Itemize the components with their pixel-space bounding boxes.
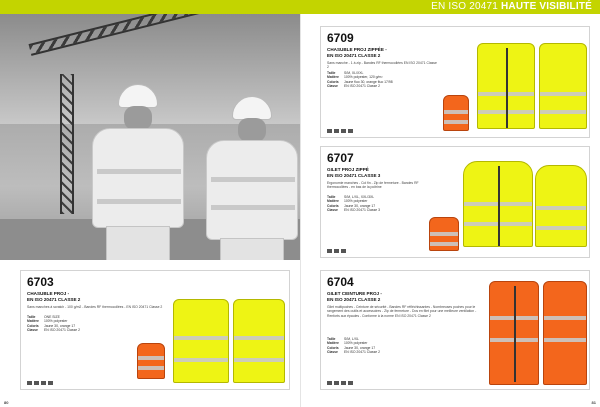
bleach-icon xyxy=(41,381,46,385)
product-number: 6707 xyxy=(327,151,354,165)
spec-value: ONE SIZE xyxy=(44,315,60,319)
reflective-band xyxy=(234,336,284,340)
wash-icon xyxy=(327,381,332,385)
vest-orange-6703 xyxy=(137,343,165,379)
title-line: EN ISO 20471 CLASSE 2 xyxy=(327,296,381,302)
reflective-band xyxy=(234,358,284,362)
worker-face xyxy=(124,106,152,130)
reflective-stripe xyxy=(97,169,181,174)
tower-structure xyxy=(60,74,74,214)
reflective-band xyxy=(536,226,586,230)
spec-row xyxy=(27,328,80,332)
spec-key: Taille xyxy=(327,71,336,75)
wash-icon xyxy=(327,249,332,253)
product-card-6703 xyxy=(20,270,290,390)
workers-photo xyxy=(0,14,300,260)
iron-icon xyxy=(34,381,39,385)
spec-value: S/M, L/XL xyxy=(344,337,359,341)
product-description: Sans manches à scratch - 100 g/m2 - Bandes RF thermocollées - EN ISO 20471 Classe 2 xyxy=(27,305,163,309)
vest-orange-6707 xyxy=(429,217,459,251)
spec-value: 100% polyester, 120 g/m² xyxy=(344,75,383,80)
spec-value: 100% polyester xyxy=(344,341,368,346)
reflective-band xyxy=(536,206,586,210)
vest-yellow-front-6709 xyxy=(477,43,535,129)
product-title xyxy=(27,291,80,302)
product-description: Gilet multipoches - Ceinture de sécurité - Bandes RF réfléchissantes - Nombreuses poches pour le rangement des outils et accessoires - Zip de fermeture - Dos en filet pour une meilleure ventilation - Renforts aux épaules - Conforme à la norme EN ISO 20471 Classe 2 xyxy=(327,305,477,318)
title-line: GILET PROJ ZIPPÉ xyxy=(327,167,369,172)
worker-jacket xyxy=(206,140,298,240)
product-card-6709 xyxy=(320,26,590,138)
title-line: GILET CEINTURE PROJ - xyxy=(327,291,382,296)
reflective-stripe xyxy=(97,199,181,204)
product-number: 6704 xyxy=(327,275,354,289)
bleach-icon xyxy=(341,249,346,253)
title-line: EN ISO 20471 CLASSE 3 xyxy=(327,172,381,178)
vest-orange-back-6704 xyxy=(543,281,587,385)
spec-value: EN ISO 20471 Classe 2 xyxy=(344,84,380,89)
spec-value: 100% polyester xyxy=(344,199,368,204)
page-gutter xyxy=(300,14,301,407)
iron-icon xyxy=(334,129,339,133)
spec-value: Jaune 30, orange 17 xyxy=(344,345,376,350)
iron-icon xyxy=(334,249,339,253)
iron-icon xyxy=(334,381,339,385)
product-title xyxy=(327,291,382,302)
spec-value: EN ISO 20471 Classe 2 xyxy=(44,328,80,333)
care-icons xyxy=(327,249,346,253)
spec-row xyxy=(327,350,380,354)
standard-label: EN ISO 20471 xyxy=(431,1,499,12)
reflective-band xyxy=(138,356,164,360)
spec-value: Jaune fluo 30, orange fluo 17/98 xyxy=(344,79,393,84)
spec-key: Matière xyxy=(327,199,339,204)
product-description: Ergonomie manches - Col fin - Zip de fermeture - Bandes RF thermocollées - en bas de la poitrine xyxy=(327,181,419,190)
reflective-stripe xyxy=(211,177,295,182)
product-specs xyxy=(27,315,80,333)
page-number-left: 80 xyxy=(4,400,9,405)
spec-key: Matière xyxy=(327,341,339,346)
spec-key: Classe xyxy=(327,208,338,213)
spec-key: Taille xyxy=(327,337,336,341)
worker-legs xyxy=(106,226,170,260)
spec-row xyxy=(327,208,380,212)
reflective-band xyxy=(174,336,228,340)
spec-key: Classe xyxy=(27,328,38,333)
product-number: 6703 xyxy=(27,275,54,289)
spec-key: Classe xyxy=(327,84,338,89)
bleach-icon xyxy=(341,129,346,133)
spec-key: Coloris xyxy=(327,345,339,350)
product-title xyxy=(327,47,387,58)
vest-yellow-front-6703 xyxy=(173,299,229,383)
wash-icon xyxy=(27,381,32,385)
wash-icon xyxy=(327,129,332,133)
title-line: EN ISO 20471 CLASSE 2 xyxy=(327,52,381,58)
spec-value: S/M, XL/XXL xyxy=(344,71,364,75)
product-specs xyxy=(327,195,380,213)
title-line: EN ISO 20471 CLASSE 2 xyxy=(27,296,81,302)
reflective-band xyxy=(540,110,586,114)
vest-orange-front-6704 xyxy=(489,281,539,385)
spec-key: Coloris xyxy=(327,203,339,208)
spec-value: Jaune 30, orange 17 xyxy=(344,203,376,208)
spec-value: EN ISO 20471 Classe 2 xyxy=(344,350,380,355)
bleach-icon xyxy=(341,381,346,385)
page-number-right: 81 xyxy=(591,400,596,405)
dry-icon xyxy=(348,381,353,385)
care-icons xyxy=(27,381,53,385)
zipper xyxy=(498,166,500,246)
product-specs xyxy=(327,71,393,89)
reflective-band xyxy=(430,242,458,246)
worker-legs xyxy=(220,238,284,260)
reflective-band xyxy=(138,366,164,370)
care-icons xyxy=(327,129,353,133)
vest-orange-6709 xyxy=(443,95,469,131)
dry-icon xyxy=(348,129,353,133)
reflective-band xyxy=(544,338,586,342)
reflective-band xyxy=(430,232,458,236)
spec-key: Matière xyxy=(27,319,39,324)
worker-jacket xyxy=(92,128,184,228)
vest-yellow-front-6707 xyxy=(463,161,533,247)
reflective-stripe xyxy=(211,205,295,210)
title-line: CHASUBLE PROJ - xyxy=(27,291,70,296)
reflective-band xyxy=(444,120,468,124)
spec-key: Classe xyxy=(327,350,338,355)
zipper xyxy=(514,286,516,382)
spec-value: 100% polyester xyxy=(44,319,68,324)
product-number: 6709 xyxy=(327,31,354,45)
header-band xyxy=(0,0,600,14)
vest-yellow-back-6703 xyxy=(233,299,285,383)
spec-value: EN ISO 20471 Classe 3 xyxy=(344,208,380,213)
worker-figure xyxy=(92,102,184,260)
product-title xyxy=(327,167,380,178)
dry-icon xyxy=(48,381,53,385)
zipper xyxy=(506,48,508,128)
worker-face xyxy=(238,118,266,142)
header-title xyxy=(431,1,592,12)
spec-key: Matière xyxy=(327,75,339,80)
worker-figure xyxy=(206,114,298,260)
product-description: Sans manche - 1 à zip - Bandes RF thermocollées EN ISO 20471 Classe 2 xyxy=(327,61,437,70)
reflective-band xyxy=(174,358,228,362)
product-card-6707 xyxy=(320,146,590,258)
spec-row xyxy=(327,84,393,88)
spec-value: S/M, L/XL, XXL/3XL xyxy=(344,195,375,199)
reflective-band xyxy=(540,92,586,96)
product-specs xyxy=(327,337,380,355)
vest-yellow-back-6709 xyxy=(539,43,587,129)
spec-key: Coloris xyxy=(327,79,339,84)
category-label: HAUTE VISIBILITÉ xyxy=(501,1,592,12)
care-icons xyxy=(327,381,353,385)
reflective-band xyxy=(544,316,586,320)
vest-yellow-back-6707 xyxy=(535,165,587,247)
spec-key: Taille xyxy=(327,195,336,199)
spec-key: Taille xyxy=(27,315,36,319)
title-line: CHASUBLE PROJ ZIPPÉE - xyxy=(327,47,387,52)
product-card-6704 xyxy=(320,270,590,390)
reflective-band xyxy=(444,110,468,114)
spec-value: Jaune 30, orange 17 xyxy=(44,323,76,328)
spec-key: Coloris xyxy=(27,323,39,328)
